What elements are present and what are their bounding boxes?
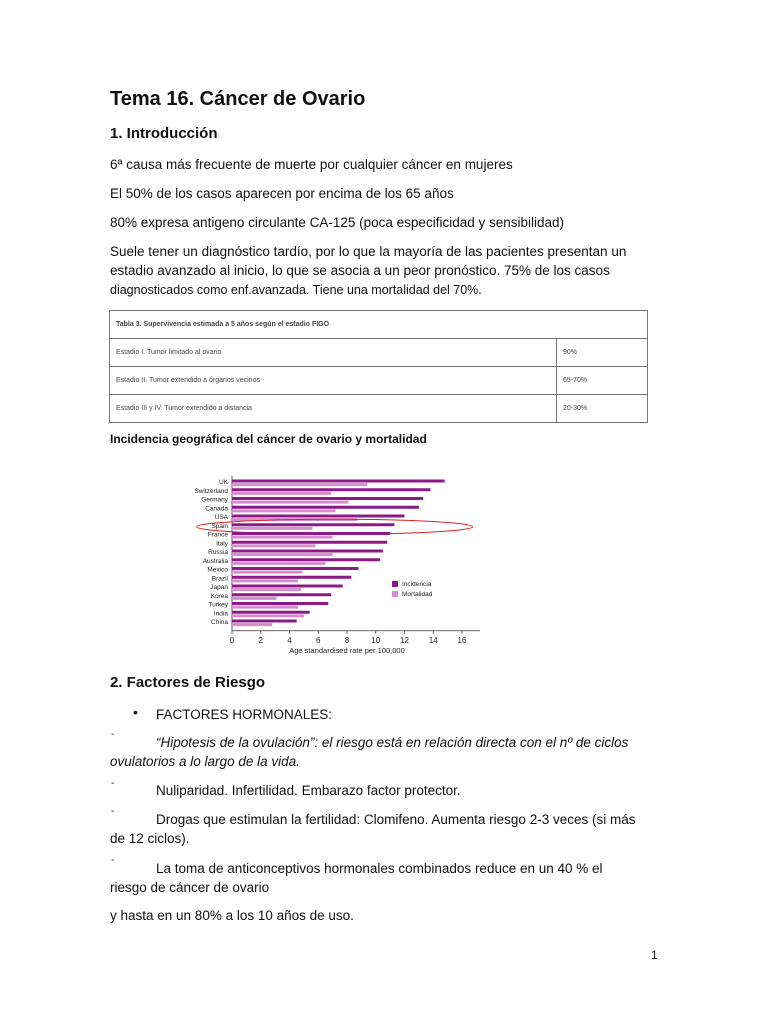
x-tick-label: 8 <box>344 635 350 645</box>
list-item-line: La toma de anticonceptivos hormonales combinados reduce en un 40 % el <box>156 861 603 876</box>
x-tick-label: 12 <box>400 635 409 645</box>
y-tick-label: Spain <box>211 522 228 530</box>
bar-incidencia <box>232 541 387 544</box>
y-tick-label: China <box>211 619 228 626</box>
bar-incidencia <box>232 497 423 500</box>
bar-incidencia <box>232 488 430 491</box>
y-tick-label: Australia <box>202 557 228 565</box>
bar-incidencia <box>232 620 297 623</box>
x-axis-label: Age standardised rate per 100,000 <box>289 645 405 655</box>
y-tick-label: Canada <box>205 505 228 513</box>
legend-swatch-mortalidad <box>392 591 398 597</box>
bar-incidencia <box>232 480 445 483</box>
bar-incidencia <box>232 558 380 561</box>
section-heading-introduccion: 1. Introducción <box>110 125 218 142</box>
bar-mortalidad <box>232 562 325 565</box>
table-cell-value: 20-30% <box>557 395 648 423</box>
x-tick-label: 2 <box>258 635 263 645</box>
bar-mortalidad <box>232 588 301 591</box>
bar-mortalidad <box>232 597 277 600</box>
incidence-mortality-chart <box>160 470 500 655</box>
y-tick-label: France <box>207 531 228 539</box>
table-row <box>110 339 648 367</box>
y-tick-label: UK <box>218 479 228 486</box>
bar-mortalidad <box>232 614 304 617</box>
legend-label-incidencia: Incidencia <box>402 581 432 588</box>
x-tick-label: 10 <box>371 635 381 645</box>
x-tick-label: 6 <box>316 635 321 645</box>
page-title: Tema 16. Cáncer de Ovario <box>110 88 366 110</box>
bar-incidencia <box>232 611 310 614</box>
bar-incidencia <box>232 506 419 509</box>
y-tick-label: Switzerland <box>194 487 228 495</box>
bullet-item: FACTORES HORMONALES: <box>156 707 333 722</box>
paragraph: El 50% de los casos aparecen por encima de los 65 años <box>110 186 454 201</box>
section-heading-factores: 2. Factores de Riesgo <box>110 674 266 691</box>
list-item-line: ovulatorios a lo largo de la vida. <box>110 754 300 769</box>
table-row <box>110 395 648 423</box>
bar-mortalidad <box>232 571 302 574</box>
paragraph-line: Suele tener un diagnóstico tardío, por lo que la mayoría de las pacientes presentan un <box>110 244 627 259</box>
y-tick-label: USA <box>214 514 228 521</box>
list-item-line: “Hipotesis de la ovulación”: el riesgo está en relación directa con el nº de ciclos <box>156 735 629 750</box>
x-tick-label: 0 <box>229 635 235 645</box>
bar-mortalidad <box>232 579 298 582</box>
legend-label-mortalidad: Mortalidad <box>402 591 433 598</box>
paragraph: y hasta en un 80% a los 10 años de uso. <box>110 908 354 923</box>
table-cell-stage: Estadio I. Tumor limitado al ovario <box>110 339 557 367</box>
paragraph-line: estadio avanzado al inicio, lo que se asocia a un peor pronóstico. 75% de los casos <box>110 263 610 278</box>
bar-incidencia <box>232 567 359 570</box>
paragraph: 80% expresa antigeno circulante CA-125 (poca especificidad y sensibilidad) <box>110 215 565 230</box>
bar-mortalidad <box>232 527 313 530</box>
x-tick-label: 14 <box>428 635 438 645</box>
bar-incidencia <box>232 576 351 579</box>
list-item: Nuliparidad. Infertilidad. Embarazo factor protector. <box>156 783 461 798</box>
bar-mortalidad <box>232 509 336 512</box>
bar-mortalidad <box>232 501 348 504</box>
bar-incidencia <box>232 532 390 535</box>
x-tick-label: 4 <box>287 635 292 645</box>
bar-incidencia <box>232 523 394 526</box>
table-cell-stage: Estadio II. Tumor extendido a órganos vecinos <box>110 367 557 395</box>
paragraph: 6ª causa más frecuente de muerte por cualquier cáncer en mujeres <box>110 157 513 172</box>
x-tick-label: 16 <box>457 635 467 645</box>
table-cell-stage: Estadio III y IV. Tumor extendido a distancia <box>110 395 557 423</box>
bar-mortalidad <box>232 553 333 556</box>
dash-marker: - <box>111 729 115 740</box>
table-cell-value: 65-70% <box>557 367 648 395</box>
y-tick-label: Brazil <box>211 575 228 583</box>
legend-swatch-incidencia <box>392 581 398 587</box>
table-row <box>110 367 648 395</box>
y-tick-label: Turkey <box>208 601 228 609</box>
y-tick-label: Germany <box>201 496 228 504</box>
paragraph-line: diagnosticados como enf.avanzada. Tiene una mortalidad del 70%. <box>110 283 482 297</box>
bullet-marker: • <box>133 704 138 720</box>
bar-mortalidad <box>232 623 272 626</box>
survival-table <box>109 310 648 423</box>
list-item-line: de 12 ciclos). <box>110 831 190 846</box>
bar-incidencia <box>232 602 328 605</box>
figure-caption: Incidencia geográfica del cáncer de ovario y mortalidad <box>110 432 427 446</box>
y-tick-label: India <box>213 610 228 618</box>
bar-mortalidad <box>232 492 331 495</box>
y-tick-label: Russia <box>208 549 228 556</box>
dash-marker: - <box>111 778 115 789</box>
bar-incidencia <box>232 515 405 518</box>
table-title: Tabla 3. Supervivencia estimada a 5 años según el estadio FIGO <box>110 311 648 339</box>
y-tick-label: Japan <box>210 584 228 591</box>
list-item-line: Drogas que estimulan la fertilidad: Clomifeno. Aumenta riesgo 2-3 veces (si más <box>156 812 636 827</box>
bar-mortalidad <box>232 544 315 547</box>
y-tick-label: Korea <box>210 592 228 600</box>
bar-incidencia <box>232 593 331 596</box>
bar-incidencia <box>232 585 343 588</box>
page-number: 1 <box>651 948 658 962</box>
table-cell-value: 90% <box>557 339 648 367</box>
dash-marker: - <box>111 806 115 817</box>
list-item-line: riesgo de cáncer de ovario <box>110 880 270 895</box>
y-tick-label: Italy <box>216 540 228 548</box>
bar-incidencia <box>232 550 383 553</box>
dash-marker: - <box>111 855 115 866</box>
bar-mortalidad <box>232 606 298 609</box>
y-tick-label: Mexico <box>207 566 228 574</box>
bar-mortalidad <box>232 536 333 539</box>
bar-mortalidad <box>232 483 367 486</box>
